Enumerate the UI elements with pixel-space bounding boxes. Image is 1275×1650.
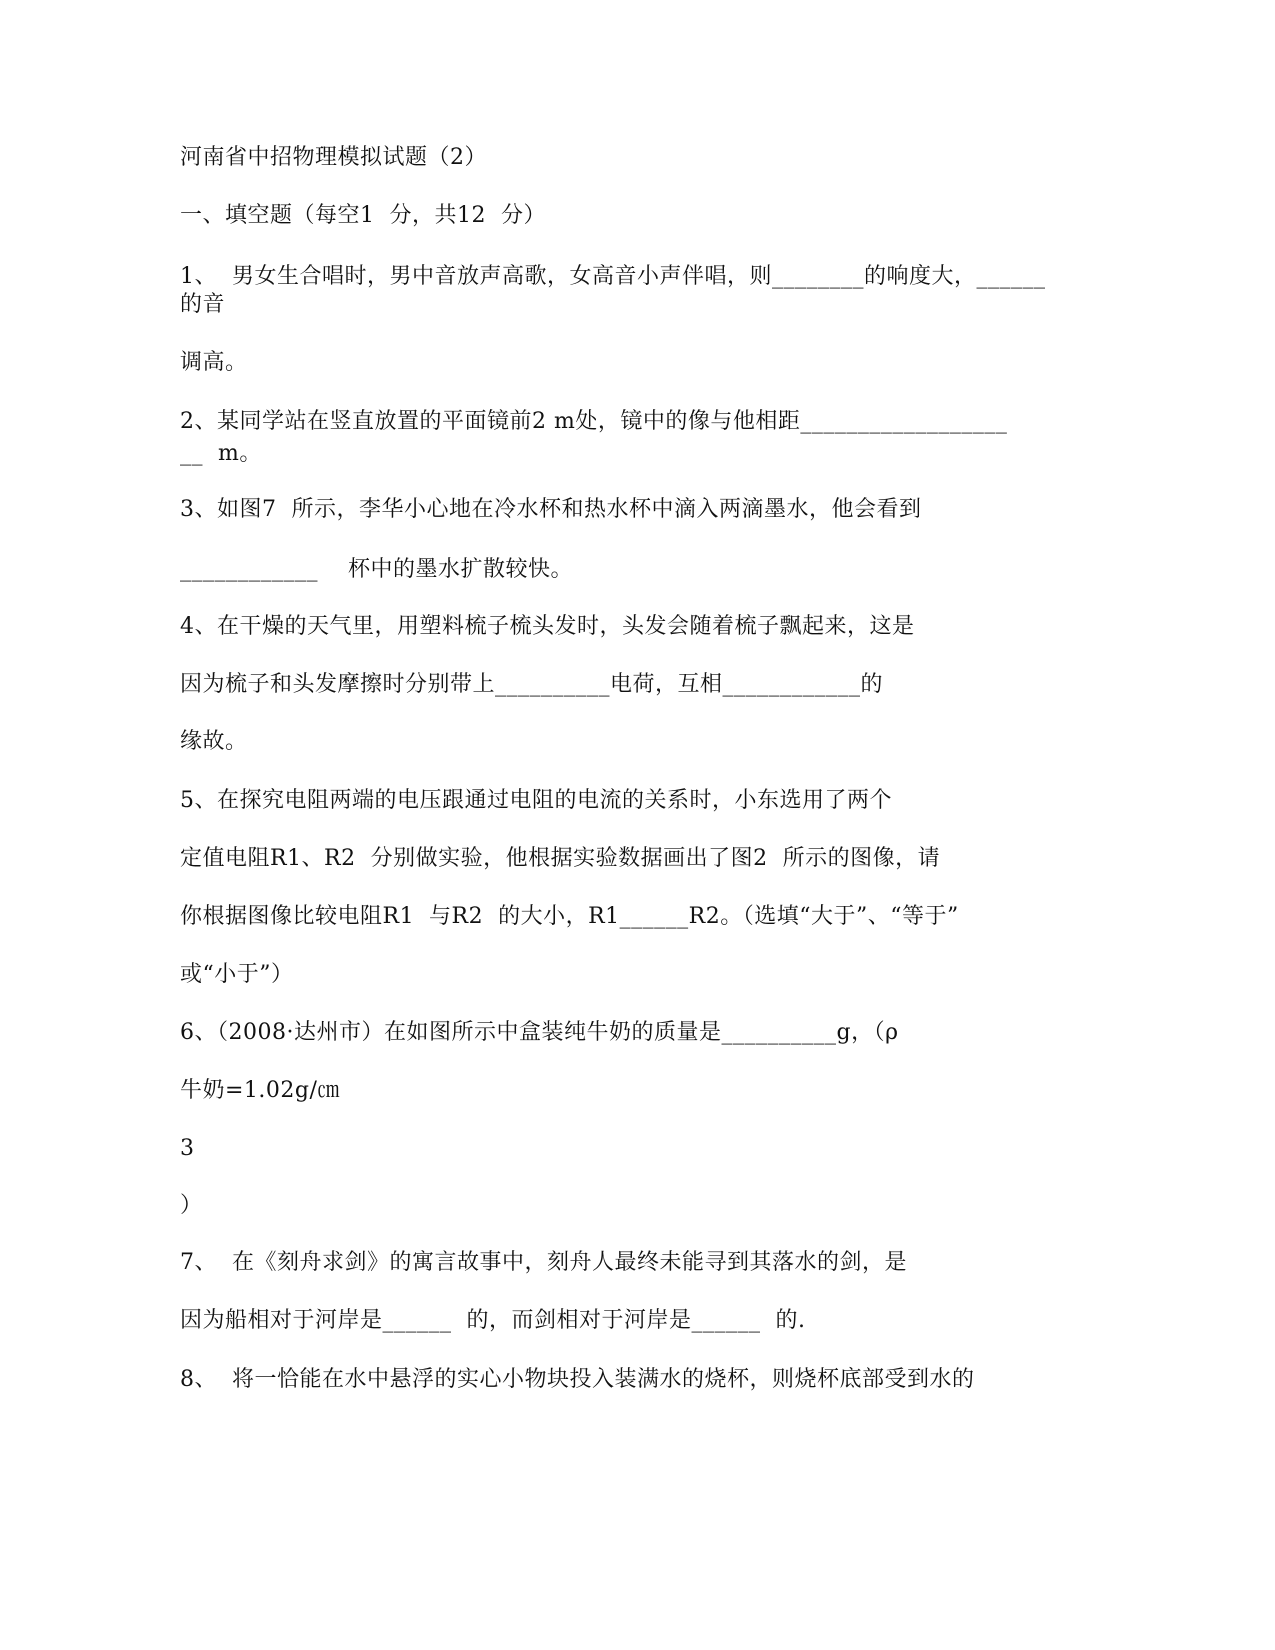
- question-5-line-4: 或“小于”）: [180, 962, 294, 987]
- question-6-line-1: 6、（2008·达州市）在如图所示中盒装纯牛奶的质量是__________g，（ρ: [180, 1020, 899, 1045]
- question-7-line-1: 7、 在《刻舟求剑》的寓言故事中，刻舟人最终未能寻到其落水的剑，是: [180, 1250, 907, 1275]
- document-title: 河南省中招物理模拟试题（2）: [180, 145, 487, 170]
- question-8-line-1: 8、 将一恰能在水中悬浮的实心小物块投入装满水的烧杯，则烧杯底部受到水的: [180, 1367, 975, 1392]
- question-4-line-3: 缘故。: [180, 729, 248, 754]
- question-5-line-3: 你根据图像比较电阻R1 与R2 的大小，R1______R2。（选填“大于”、“等于”: [180, 904, 959, 929]
- question-5-line-2: 定值电阻R1、R2 分别做实验，他根据实验数据画出了图2 所示的图像，请: [180, 846, 941, 871]
- question-2-line-2: __ m。: [180, 441, 262, 466]
- question-7-line-2: 因为船相对于河岸是______ 的，而剑相对于河岸是______ 的.: [180, 1308, 806, 1333]
- question-1-line-3: 调高。: [180, 350, 248, 375]
- question-6-line-2: 牛奶=1.02g/㎝: [180, 1078, 340, 1103]
- question-3-line-2: ____________ 杯中的墨水扩散较快。: [180, 557, 573, 582]
- question-5-line-1: 5、在探究电阻两端的电压跟通过电阻的电流的关系时，小东选用了两个: [180, 788, 892, 813]
- question-2-line-1: 2、某同学站在竖直放置的平面镜前2 m处，镜中的像与他相距__________________: [180, 409, 1008, 434]
- section-heading: 一、填空题（每空1 分，共12 分）: [180, 203, 546, 228]
- question-3-line-1: 3、如图7 所示，李华小心地在冷水杯和热水杯中滴入两滴墨水，他会看到: [180, 497, 922, 522]
- question-6-superscript: 3: [180, 1136, 195, 1161]
- question-4-line-1: 4、在干燥的天气里，用塑料梳子梳头发时，头发会随着梳子飘起来，这是: [180, 614, 915, 639]
- question-6-closing-paren: ）: [180, 1193, 203, 1218]
- question-1-line-1: 1、 男女生合唱时，男中音放声高歌，女高音小声伴唱，则________的响度大，______: [180, 264, 1046, 289]
- question-1-line-2: 的音: [180, 292, 226, 317]
- question-4-line-2: 因为梳子和头发摩擦时分别带上__________电荷，互相____________的: [180, 672, 884, 697]
